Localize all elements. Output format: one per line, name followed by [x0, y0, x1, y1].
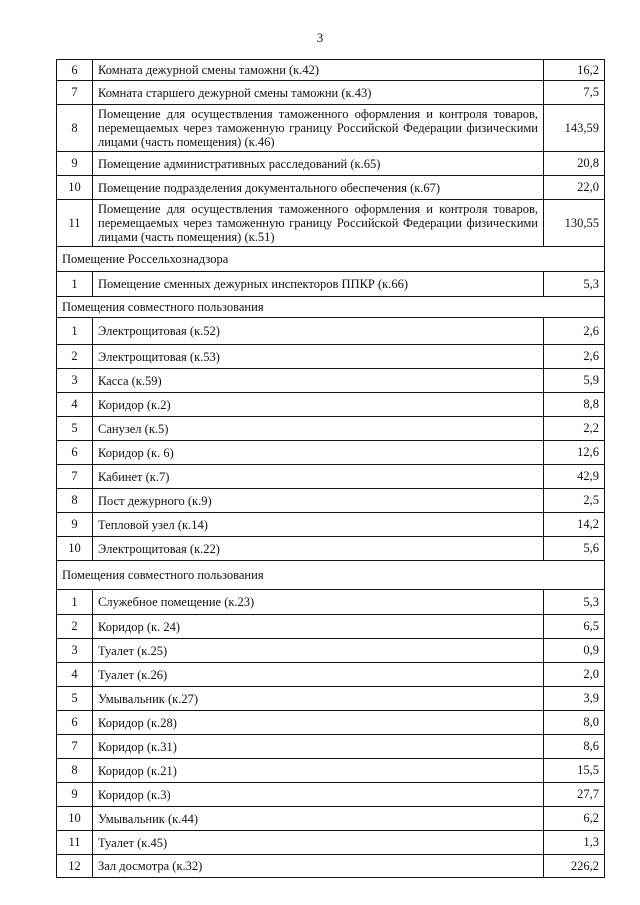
- table-row: [57, 60, 605, 81]
- table-row: [57, 465, 605, 489]
- row-number: 6: [57, 60, 93, 81]
- room-name: Туалет (к.45): [93, 831, 544, 855]
- room-name: Помещение подразделения документального обеспечения (к.67): [93, 176, 544, 200]
- table-row: [57, 513, 605, 537]
- room-area: 16,2: [544, 60, 605, 81]
- row-number: 5: [57, 687, 93, 711]
- page-number: 3: [316, 30, 324, 45]
- table-row: [57, 105, 605, 152]
- room-name: Помещение сменных дежурных инспекторов ППКР (к.66): [93, 272, 544, 297]
- section-title: Помещение Россельхознадзора: [57, 247, 605, 272]
- room-name: Коридор (к. 6): [93, 441, 544, 465]
- room-area: 143,59: [544, 105, 605, 152]
- row-number: 3: [57, 369, 93, 393]
- table-row: [57, 639, 605, 663]
- table-row: [57, 393, 605, 417]
- room-area: 8,8: [544, 393, 605, 417]
- row-number: 6: [57, 441, 93, 465]
- section-header-row: [57, 247, 605, 272]
- table-row: [57, 417, 605, 441]
- premises-table-body: [57, 60, 605, 878]
- row-number: 10: [57, 537, 93, 561]
- room-area: 14,2: [544, 513, 605, 537]
- row-number: 1: [57, 590, 93, 615]
- room-name: Электрощитовая (к.53): [93, 345, 544, 369]
- row-number: 2: [57, 615, 93, 639]
- row-number: 11: [57, 200, 93, 247]
- room-name: Помещение административных расследований (к.65): [93, 152, 544, 176]
- room-name: Касса (к.59): [93, 369, 544, 393]
- section-header-row: [57, 297, 605, 318]
- room-area: 8,6: [544, 735, 605, 759]
- row-number: 4: [57, 393, 93, 417]
- room-name: Зал досмотра (к.32): [93, 855, 544, 878]
- row-number: 9: [57, 152, 93, 176]
- table-row: [57, 200, 605, 247]
- room-name: Помещение для осуществления таможенного оформления и контроля товаров, перемещаемых через таможенную границу Российской Федерации физическими лицами (часть помещения) (к.51): [93, 200, 544, 247]
- row-number: 12: [57, 855, 93, 878]
- room-name: Пост дежурного (к.9): [93, 489, 544, 513]
- room-area: 6,2: [544, 807, 605, 831]
- table-row: [57, 318, 605, 345]
- table-row: [57, 81, 605, 105]
- room-area: 1,3: [544, 831, 605, 855]
- table-row: [57, 807, 605, 831]
- row-number: 7: [57, 465, 93, 489]
- room-name: Туалет (к.25): [93, 639, 544, 663]
- row-number: 3: [57, 639, 93, 663]
- section-header-row: [57, 561, 605, 590]
- row-number: 8: [57, 759, 93, 783]
- room-area: 2,6: [544, 318, 605, 345]
- room-name: Коридор (к.3): [93, 783, 544, 807]
- room-area: 22,0: [544, 176, 605, 200]
- room-area: 20,8: [544, 152, 605, 176]
- section-title: Помещения совместного пользования: [57, 561, 605, 590]
- row-number: 11: [57, 831, 93, 855]
- room-name: Комната дежурной смены таможни (к.42): [93, 60, 544, 81]
- room-area: 2,2: [544, 417, 605, 441]
- room-name: Комната старшего дежурной смены таможни (к.43): [93, 81, 544, 105]
- row-number: 5: [57, 417, 93, 441]
- row-number: 1: [57, 318, 93, 345]
- row-number: 9: [57, 513, 93, 537]
- row-number: 7: [57, 735, 93, 759]
- table-row: [57, 489, 605, 513]
- table-row: [57, 663, 605, 687]
- room-name: Коридор (к. 24): [93, 615, 544, 639]
- room-name: Электрощитовая (к.52): [93, 318, 544, 345]
- table-row: [57, 345, 605, 369]
- room-area: 226,2: [544, 855, 605, 878]
- table-row: [57, 152, 605, 176]
- room-area: 130,55: [544, 200, 605, 247]
- room-name: Туалет (к.26): [93, 663, 544, 687]
- premises-table: [56, 59, 605, 878]
- row-number: 6: [57, 711, 93, 735]
- row-number: 10: [57, 176, 93, 200]
- room-area: 27,7: [544, 783, 605, 807]
- room-name: Санузел (к.5): [93, 417, 544, 441]
- room-name: Коридор (к.21): [93, 759, 544, 783]
- room-name: Электрощитовая (к.22): [93, 537, 544, 561]
- table-row: [57, 590, 605, 615]
- room-area: 2,6: [544, 345, 605, 369]
- room-area: 5,3: [544, 272, 605, 297]
- room-area: 2,0: [544, 663, 605, 687]
- row-number: 2: [57, 345, 93, 369]
- table-row: [57, 441, 605, 465]
- room-name: Умывальник (к.44): [93, 807, 544, 831]
- room-area: 5,9: [544, 369, 605, 393]
- row-number: 8: [57, 105, 93, 152]
- table-row: [57, 855, 605, 878]
- table-row: [57, 176, 605, 200]
- room-area: 0,9: [544, 639, 605, 663]
- room-area: 8,0: [544, 711, 605, 735]
- room-name: Коридор (к.2): [93, 393, 544, 417]
- room-name: Служебное помещение (к.23): [93, 590, 544, 615]
- table-row: [57, 711, 605, 735]
- row-number: 4: [57, 663, 93, 687]
- room-area: 6,5: [544, 615, 605, 639]
- room-area: 7,5: [544, 81, 605, 105]
- table-row: [57, 272, 605, 297]
- room-area: 3,9: [544, 687, 605, 711]
- room-area: 15,5: [544, 759, 605, 783]
- table-row: [57, 735, 605, 759]
- row-number: 10: [57, 807, 93, 831]
- table-row: [57, 783, 605, 807]
- row-number: 7: [57, 81, 93, 105]
- row-number: 8: [57, 489, 93, 513]
- row-number: 9: [57, 783, 93, 807]
- room-name: Кабинет (к.7): [93, 465, 544, 489]
- room-name: Умывальник (к.27): [93, 687, 544, 711]
- room-area: 2,5: [544, 489, 605, 513]
- table-row: [57, 615, 605, 639]
- room-area: 5,3: [544, 590, 605, 615]
- room-name: Тепловой узел (к.14): [93, 513, 544, 537]
- table-row: [57, 759, 605, 783]
- room-area: 42,9: [544, 465, 605, 489]
- table-row: [57, 537, 605, 561]
- row-number: 1: [57, 272, 93, 297]
- table-row: [57, 687, 605, 711]
- room-area: 12,6: [544, 441, 605, 465]
- room-name: Помещение для осуществления таможенного оформления и контроля товаров, перемещаемых через таможенную границу Российской Федерации физическими лицами (часть помещения) (к.46): [93, 105, 544, 152]
- table-row: [57, 831, 605, 855]
- table-row: [57, 369, 605, 393]
- room-area: 5,6: [544, 537, 605, 561]
- section-title: Помещения совместного пользования: [57, 297, 605, 318]
- room-name: Коридор (к.28): [93, 711, 544, 735]
- room-name: Коридор (к.31): [93, 735, 544, 759]
